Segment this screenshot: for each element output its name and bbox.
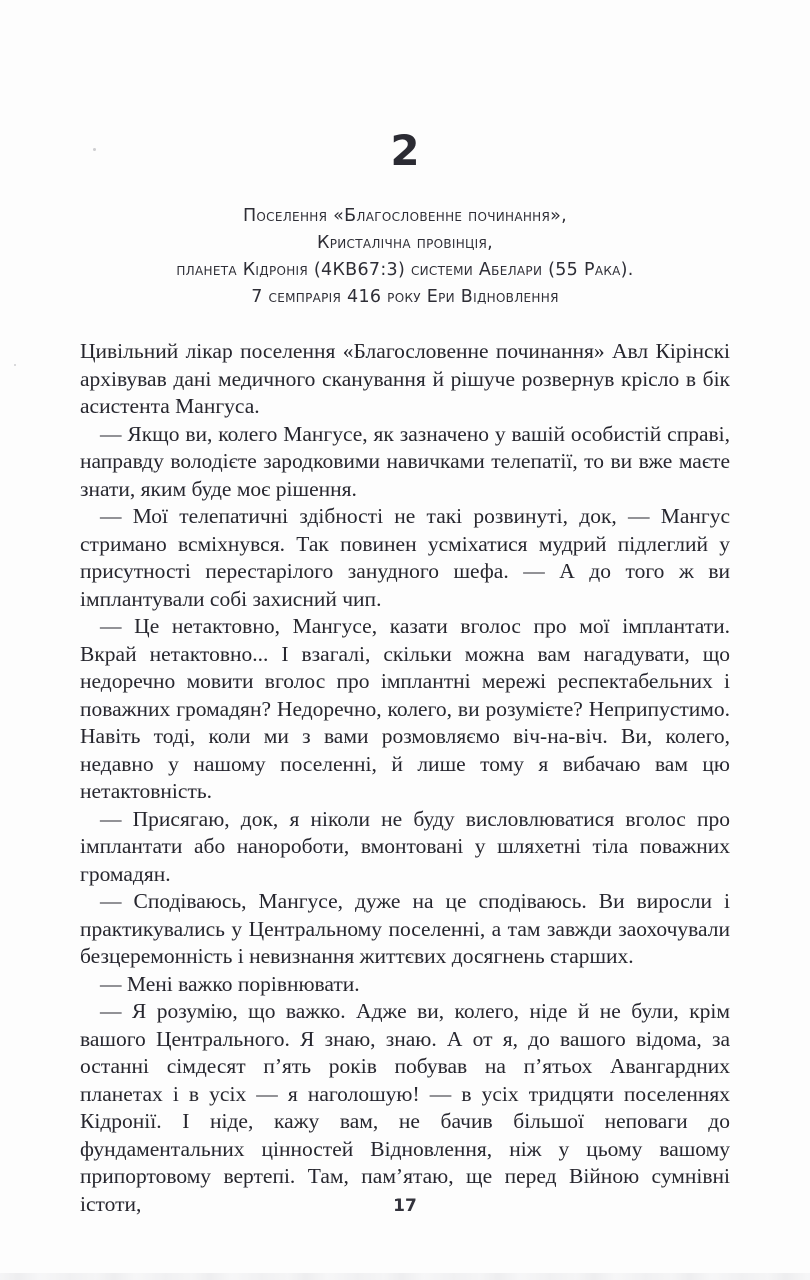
epigraph-line-province: Кристалічна провінція, — [317, 233, 493, 253]
epigraph — [60, 203, 750, 311]
scan-artifact-speck — [14, 364, 16, 366]
paragraph-dialogue-3: — Це нетактовно, Мангусе, казати вголос про мої імплантати. Вкрай нетактовно... І взагалі, скільки можна вам нагадувати, що недоречно мовити вголос про імплантні мережі респектабельних і поважних громадян? Недоречно, колего, ви розумієте? Неприпустимо. Навіть тоді, коли ми з вами розмовляємо віч-на-віч. Ви, колего, недавно у нашому поселенні, й лише тому я вибачаю вам цю нетактовність. — [80, 614, 730, 803]
paragraph-dialogue-5: — Сподіваюсь, Мангусе, дуже на це сподіваюсь. Ви виросли і практикувались у Центральному поселенні, а там завжди заохочували безцеремонність і невизнання життєвих досягнень старших. — [80, 889, 730, 968]
epigraph-line-planet: планета Кідронія (4КВ67:3) системи Абелари (55 Рака). — [176, 260, 634, 280]
body-text — [80, 338, 730, 1218]
chapter-number: 2 — [390, 126, 420, 175]
page-scan-bottom-edge — [0, 1273, 810, 1280]
paragraph-dialogue-2: — Мої телепатичні здібності не такі розвинуті, док, — Мангус стримано всміхнувся. Так повинен усміхатися мудрий підлеглий у присутності перестарілого занудного шефа. — А до того ж ви імплантували собі захисний чип. — [80, 504, 730, 611]
page-number: 17 — [393, 1196, 417, 1216]
paragraph-dialogue-4: — Присягаю, док, я ніколи не буду висловлюватися вголос про імплантати або нанороботи, вмонтовані у шляхетні тіла поважних громадян. — [80, 806, 730, 886]
epigraph-line-settlement: Поселення «Благословенне починання», — [242, 206, 568, 226]
paragraph-narration-1: Цивільний лікар поселення «Благословенне починання» Авл Кірінскі архівував дані медичного сканування й рішуче розвернув крісло в бік асистента Мангуса. — [80, 339, 730, 418]
scan-artifact-speck — [93, 148, 96, 151]
paragraph-dialogue-1: — Якщо ви, колего Мангусе, як зазначено у вашій особистій справі, направду володієте зародковими навичками телепатії, то ви вже маєте знати, яким буде моє рішення. — [80, 421, 730, 501]
paragraph-dialogue-6: — Мені важко порівнювати. — [100, 971, 360, 996]
epigraph-line-date: 7 семпрарія 416 року Ери Відновлення — [251, 287, 559, 307]
paragraph-dialogue-7: — Я розумію, що важко. Адже ви, колего, ніде й не були, крім вашого Центрального. Я знаю, знаю. А от я, до вашого відома, за останні сімдесят п’ять років побував на п’ятьох Авангардних планетах і в усіх — я наголошую! — в усіх тридцяти поселеннях Кідронії. І ніде, кажу вам, не бачив більшої неповаги до фундаментальних цінностей Відновлення, ніж у цьому вашому припортовому вертепі. Там, пам’ятаю, ще перед Війною сумнівні істоти, — [80, 999, 730, 1216]
